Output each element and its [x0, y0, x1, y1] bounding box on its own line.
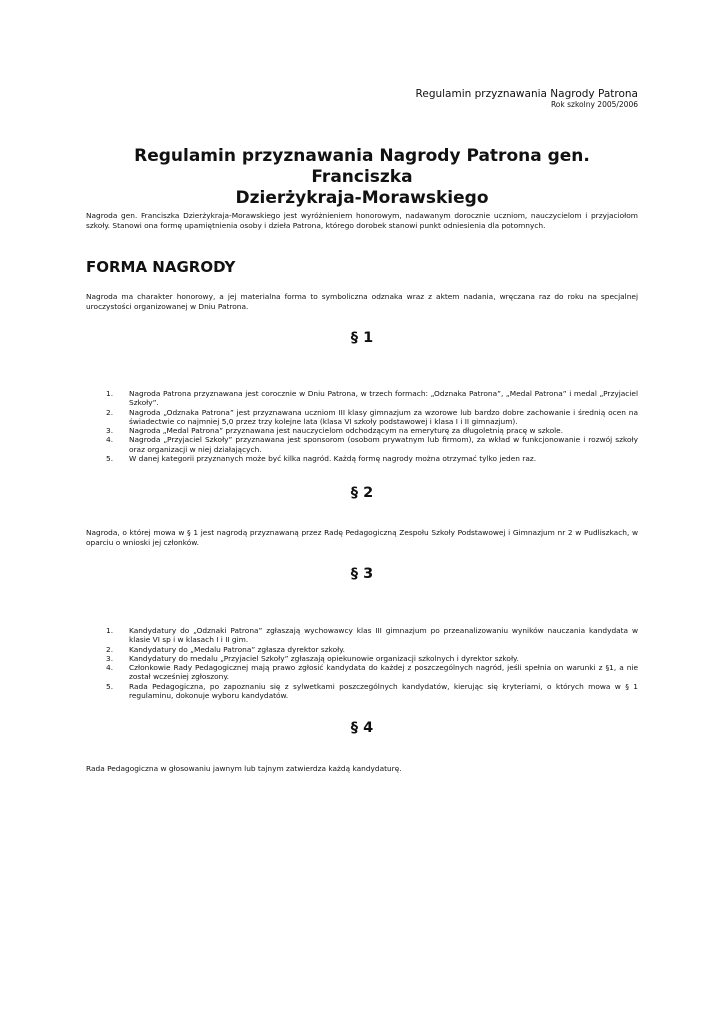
- item-number: 4.: [106, 435, 114, 445]
- item-text: Kandydatury do medalu „Przyjaciel Szkoły” zgłaszają opiekunowie organizacji szkolnych i dyrektor szkoły.: [129, 653, 519, 663]
- list-item: [86, 454, 638, 463]
- list-item: [86, 626, 638, 645]
- header-title: Regulamin przyznawania Nagrody Patrona: [415, 88, 638, 100]
- list-item: [86, 654, 638, 663]
- section-3-list: [86, 626, 638, 700]
- item-text: Nagroda Patrona przyznawana jest corocznie w Dniu Patrona, w trzech formach: „Odznaka Patrona”, „Medal Patrona” i medal „Przyjaciel Szkoły”.: [129, 389, 638, 408]
- list-item: [86, 663, 638, 682]
- item-number: 3.: [106, 653, 114, 663]
- section-2-heading: § 2: [350, 485, 374, 501]
- list-item: [86, 682, 638, 701]
- intro-paragraph: Nagroda gen. Franciszka Dzierżykraja-Morawskiego jest wyróżnieniem honorowym, nadawanym dorocznie uczniom, nauczycielom i przyjaciołom szkoły. Stanowi ona formę upamiętnienia osoby i dzieła Patrona, którego dorobek stanowi punkt odniesienia dla potomnych.: [86, 211, 638, 231]
- document-title: [86, 146, 638, 209]
- item-number: 2.: [106, 407, 114, 417]
- forma-heading: FORMA NAGRODY: [86, 258, 236, 276]
- section-1-list: [86, 389, 638, 463]
- item-text: Rada Pedagogiczna, po zapoznaniu się z sylwetkami poszczególnych kandydatów, kierując się kryteriami, o których mowa w § 1 regulaminu, dokonuje wyboru kandydatów.: [129, 681, 638, 701]
- item-text: W danej kategorii przyznanych może być kilka nagród. Każdą formę nagrody można otrzymać tylko jeden raz.: [129, 454, 537, 464]
- item-text: Kandydatury do „Odznaki Patrona” zgłaszają wychowawcy klas III gimnazjum po przeanalizowaniu wyników nauczania kandydata w klasie VI sp i w klasach I i II gim.: [129, 626, 638, 645]
- item-text: Członkowie Rady Pedagogicznej mają prawo zgłosić kandydata do każdej z poszczególnych nagród, jeśli spełnia on warunki z §1, a nie został wcześniej zgłoszony.: [129, 663, 638, 682]
- item-number: 5.: [106, 454, 114, 464]
- section-1-heading: § 1: [350, 330, 374, 346]
- forma-paragraph: Nagroda ma charakter honorowy, a jej materialna forma to symboliczna odznaka wraz z aktem nadania, wręczana raz do roku na specjalnej uroczystości organizowanej w Dniu Patrona.: [86, 292, 638, 312]
- title-line-2: Dzierżykraja-Morawskiego: [235, 188, 489, 208]
- title-line-1: Regulamin przyznawania Nagrody Patrona gen. Franciszka: [134, 146, 590, 187]
- list-item: [86, 389, 638, 408]
- list-item: [86, 645, 638, 654]
- list-item: [86, 435, 638, 454]
- section-4-paragraph: Rada Pedagogiczna w głosowaniu jawnym lub tajnym zatwierdza każdą kandydaturę.: [86, 764, 402, 773]
- school-year: Rok szkolny 2005/2006: [550, 100, 638, 109]
- item-text: Nagroda „Medal Patrona” przyznawana jest nauczycielom odchodzącym na emeryturę za długoletnią pracę w szkole.: [129, 426, 564, 436]
- item-number: 1.: [106, 389, 114, 398]
- list-item: [86, 408, 638, 427]
- item-number: 4.: [106, 663, 114, 673]
- section-4-heading: § 4: [350, 720, 374, 736]
- item-text: Nagroda „Przyjaciel Szkoły” przyznawana jest sponsorom (osobom prywatnym lub firmom), za wkład w funkcjonowanie i rozwój szkoły oraz organizacji w niej działających.: [129, 435, 638, 454]
- section-3-heading: § 3: [350, 566, 374, 582]
- item-number: 5.: [106, 681, 114, 691]
- item-text: Nagroda „Odznaka Patrona” jest przyznawana uczniom III klasy gimnazjum za wzorowe lub bardzo dobre zachowanie i średnią ocen na świadectwie co najmniej 5,0 przez trzy kolejne lata (klasa VI szkoły podstawowej i klasa I i II gimnazjum).: [129, 407, 638, 426]
- section-2-paragraph: Nagroda, o której mowa w § 1 jest nagrodą przyznawaną przez Radę Pedagogiczną Zespołu Szkoły Podstawowej i Gimnazjum nr 2 w Pudliszkach, w oparciu o wnioski jej członków.: [86, 528, 638, 548]
- item-number: 3.: [106, 426, 114, 436]
- list-item: [86, 426, 638, 435]
- item-number: 2.: [106, 644, 114, 654]
- item-number: 1.: [106, 626, 114, 635]
- item-text: Kandydatury do „Medalu Patrona” zgłasza dyrektor szkoły.: [129, 644, 345, 654]
